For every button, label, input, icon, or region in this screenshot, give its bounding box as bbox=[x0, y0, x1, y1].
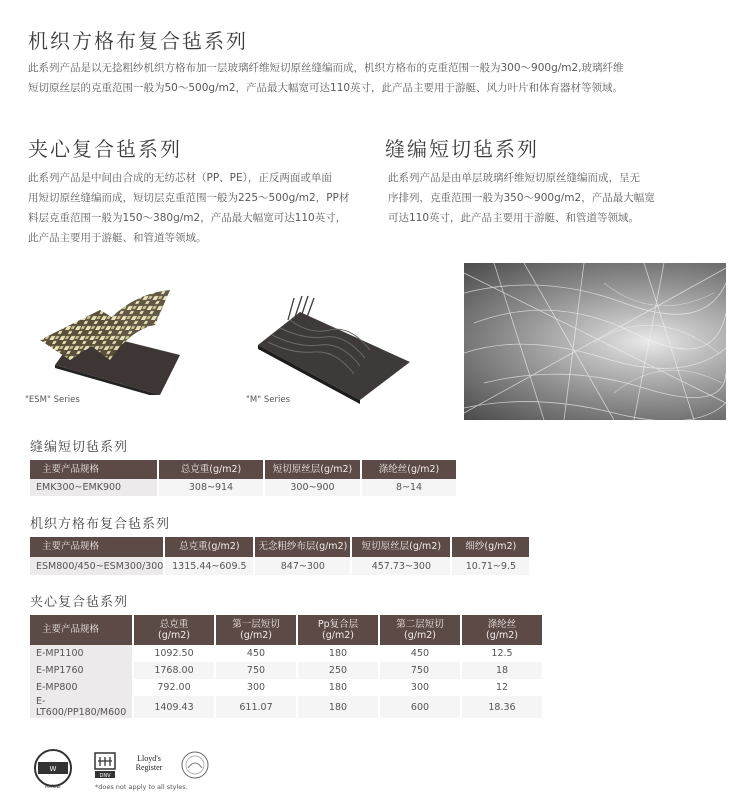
table3-cell: 180 bbox=[328, 648, 348, 659]
table3-cell: 12.5 bbox=[491, 648, 513, 659]
section1-desc-line: 短切原丝层的克重范围一般为50～500g/m2，产品最大幅宽可达110英寸，此产品主要用于游艇、风力叶片和体育器材等领域。 bbox=[28, 82, 624, 94]
table3-header: 总克重 (g/m2) bbox=[134, 615, 214, 645]
table2-header: 短切原丝层(g/m2) bbox=[352, 537, 450, 557]
table3-cell: 18.36 bbox=[462, 696, 542, 718]
fiber-texture bbox=[464, 263, 726, 420]
circular-seal-logo bbox=[180, 750, 210, 780]
table3-cell: 18 bbox=[462, 662, 542, 679]
table3-cell: 450 bbox=[246, 648, 266, 659]
table3-cell: 1409.43 bbox=[134, 696, 214, 718]
section2-desc-line: 此产品主要用于游艇、和管道等领域。 bbox=[28, 232, 207, 244]
table3-header: 主要产品规格 bbox=[30, 615, 132, 645]
table3-cell: E-MP1100 bbox=[30, 645, 132, 662]
table3-cell: 180 bbox=[328, 682, 348, 693]
table3-cell: 750 bbox=[216, 662, 296, 679]
table3-cell: 250 bbox=[298, 662, 378, 679]
esm-series-illustration bbox=[30, 285, 195, 395]
dnv-logo bbox=[94, 752, 116, 780]
table3-cell: 792.00 bbox=[157, 682, 191, 693]
table3-cell: 600 bbox=[380, 696, 460, 718]
table2-cell: 847~300 bbox=[255, 557, 350, 575]
section3-title: 缝编短切毡系列 bbox=[385, 137, 539, 161]
footer-note: *does not apply to all styles. bbox=[95, 783, 188, 791]
table1-header: 短切原丝层(g/m2) bbox=[265, 460, 360, 479]
table-row bbox=[30, 696, 542, 718]
dnv-logo-text: DNV bbox=[99, 773, 111, 779]
table1-cell: 8~14 bbox=[362, 479, 456, 496]
table2-cell: 457.73~300 bbox=[352, 557, 450, 575]
lloyds-logo-line2: Register bbox=[135, 763, 163, 772]
table-row bbox=[30, 557, 529, 575]
table3-cell: 450 bbox=[410, 648, 430, 659]
esm-series-caption: "ESM" Series bbox=[25, 395, 80, 405]
table2-header: 总克重(g/m2) bbox=[165, 537, 253, 557]
table3-cell: 300 bbox=[246, 682, 266, 693]
table3-cell: 611.07 bbox=[216, 696, 296, 718]
table2-header: 主要产品规格 bbox=[30, 537, 163, 557]
table3-cell: 12 bbox=[495, 682, 509, 693]
section2-desc-line: 用短切原丝缝编而成，短切层克重范围一般为225～500g/m2，PP材 bbox=[28, 192, 350, 204]
table3-cell: 1092.50 bbox=[154, 648, 194, 659]
lloyds-logo-line1: Lloyd's bbox=[137, 754, 161, 763]
table-row bbox=[30, 662, 542, 679]
svg-text:W: W bbox=[49, 765, 57, 773]
lloyds-register-logo bbox=[132, 754, 166, 772]
table-row bbox=[30, 645, 542, 662]
marine-certification-logo bbox=[30, 748, 76, 790]
table3-header: 第二层短切 (g/m2) bbox=[380, 615, 460, 645]
table2-cell: 1315.44~609.5 bbox=[165, 557, 253, 575]
section2-title: 夹心复合毡系列 bbox=[28, 137, 182, 161]
table-row bbox=[30, 479, 456, 496]
table2-cell: ESM800/450~ESM300/300 bbox=[30, 557, 163, 575]
table1-header: 涤纶丝(g/m2) bbox=[362, 460, 456, 479]
table3-cell: E-MP1760 bbox=[30, 662, 132, 679]
table3 bbox=[28, 615, 544, 718]
table3-cell: E-LT600/PP180/M600 bbox=[30, 696, 132, 718]
table2 bbox=[28, 537, 531, 575]
table1-title: 缝编短切毡系列 bbox=[30, 440, 129, 455]
table2-header: 细纱(g/m2) bbox=[452, 537, 529, 557]
section3-desc-line: 此系列产品是由单层玻璃纤维短切原丝缝编而成，呈无 bbox=[388, 172, 640, 184]
table1-header: 总克重(g/m2) bbox=[159, 460, 263, 479]
table3-cell: E-MP800 bbox=[30, 679, 132, 696]
table1-header: 主要产品规格 bbox=[30, 460, 157, 479]
table3-header: 涤纶丝 (g/m2) bbox=[462, 615, 542, 645]
table1-cell: 308~914 bbox=[159, 479, 263, 496]
table2-cell: 10.71~9.5 bbox=[452, 557, 529, 575]
table3-cell: 750 bbox=[380, 662, 460, 679]
table2-title: 机织方格布复合毡系列 bbox=[30, 517, 171, 532]
table3-header: 第一层短切 (g/m2) bbox=[216, 615, 296, 645]
section1-description bbox=[28, 58, 718, 98]
table1-cell: EMK300~EMK900 bbox=[30, 479, 157, 496]
m-series-illustration bbox=[250, 290, 420, 405]
chopped-strand-mat-photo bbox=[464, 263, 726, 420]
section2-desc-line: 料层克重范围一般为150～380g/m2，产品最大幅宽可达110英寸， bbox=[28, 212, 347, 224]
m-series-caption: "M" Series bbox=[246, 395, 290, 405]
table1-cell: 300~900 bbox=[265, 479, 360, 496]
table2-header: 无念粗纱布层(g/m2) bbox=[255, 537, 350, 557]
section1-desc-line: 此系列产品是以无捻粗纱机织方格布加一层玻璃纤维短切原丝缝编而成，机织方格布的克重范围一般为300～900g/m2,玻璃纤维 bbox=[28, 62, 624, 74]
section2-desc-line: 此系列产品是中间由合成的无纺芯材（PP、PE），正反两面或单面 bbox=[28, 172, 332, 184]
table-row bbox=[30, 679, 542, 696]
section3-desc-line: 可达110英寸，此产品主要用于游艇、和管道等领域。 bbox=[388, 212, 640, 224]
table3-cell: 1768.00 bbox=[134, 662, 214, 679]
table3-header: Pp复合层 (g/m2) bbox=[298, 615, 378, 645]
section1-title: 机织方格布复合毡系列 bbox=[28, 29, 248, 53]
section3-desc-line: 序排列，克重范围一般为350～900g/m2，产品最大幅宽 bbox=[388, 192, 655, 204]
section2-description bbox=[28, 168, 368, 248]
marine-logo-text: MARINE bbox=[45, 784, 61, 789]
table3-title: 夹心复合毡系列 bbox=[30, 595, 129, 610]
table3-cell: 300 bbox=[410, 682, 430, 693]
table1 bbox=[28, 460, 458, 496]
section3-description bbox=[388, 168, 688, 228]
table3-cell: 180 bbox=[298, 696, 378, 718]
